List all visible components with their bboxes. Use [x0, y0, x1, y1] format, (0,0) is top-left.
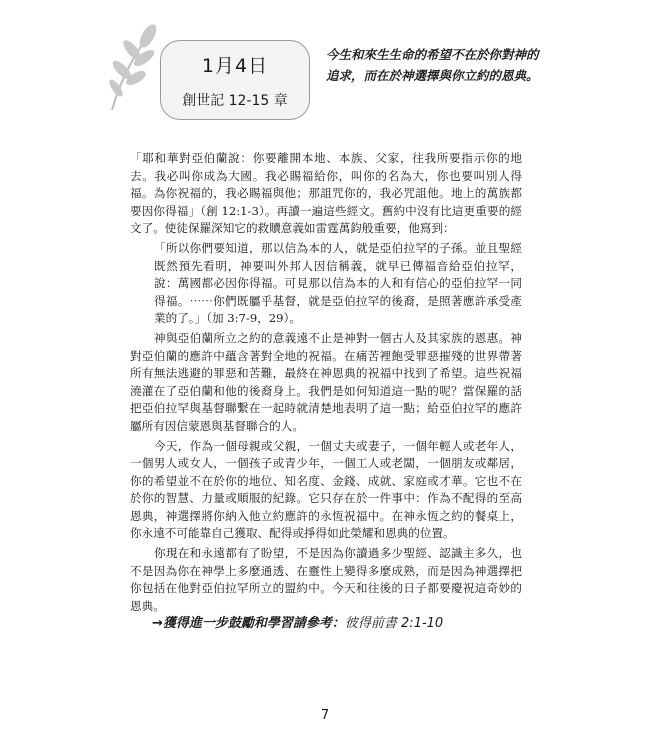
opening-paragraph — [130, 150, 522, 238]
page-number: 7 — [320, 708, 330, 723]
galatians-reference: （加 3:7-9，29）。 — [206, 311, 301, 326]
date-card — [160, 40, 310, 120]
further-reading-label: →獲得進一步鼓勵和學習請參考： — [152, 616, 345, 631]
further-reading-ref: 彼得前書 2:1-10 — [344, 616, 444, 631]
scripture-quote-galatians: 「所以你們要知道，那以信為本的人，就是亞伯拉罕的子孫。並且聖經既然預先看明，神要叫外邦人因信稱義，就早已傳福音給亞伯拉罕，說：萬國都必因你得福。可見那以信為本的人和有信心的亞伯拉罕一同得福。⋯⋯你們既屬乎基督，就是亞伯拉罕的後裔，是照著應許承受產業的了。」 — [154, 240, 522, 326]
further-reading — [152, 612, 552, 631]
paragraph-today: 今天，作為一個母親或父親，一個丈夫或妻子，一個年輕人或老年人，一個男人或女人，一個孩子或青少年，一個工人或老闆，一個朋友或鄰居，你的希望並不在於你的地位、知名度、金錢、成就、家庭或才華。它也不在於你的智慧、力量或順服的紀錄。它只存在於一件事中：作為不配得的至高恩典，神選擇將你納入他立約應許的永恆祝福中。在神永恆之約的餐桌上，你永遠不可能靠自己獲取、配得或掙得如此榮耀和恩典的位置。 — [130, 438, 522, 541]
paragraph-covenant: 神與亞伯蘭所立之約的意義遠不止是神對一個古人及其家族的恩惠。神對亞伯蘭的應許中蘊含著對全地的祝福。在痛苦裡飽受罪惡摧殘的世界帶著所有無法逃避的罪惡和苦難，最終在神恩典的祝福中找到了希望。這些祝福澆灌在了亞伯蘭和他的後裔身上。我們是如何知道這一點的呢？當保羅的話把亞伯拉罕與基督聯繫在一起時就清楚地表明了這一點；給亞伯拉罕的應許屬所有因信蒙恩與基督聯合的人。 — [130, 330, 522, 433]
devotion-date: 1月4日 — [201, 55, 269, 77]
theme-statement: 今生和來生生命的希望不在於你對神的追求，而在於神選擇與你立約的恩典。 — [326, 47, 539, 83]
paragraph-hope: 你現在和永遠都有了盼望，不是因為你讀過多少聖經、認識主多久，也不是因為你在神學上多麼通透、在靈性上變得多麼成熟，而是因為神選擇把你包括在他對亞伯拉罕所立的盟約中。今天和往後的日子都要慶祝這奇妙的恩典。 — [130, 546, 522, 613]
reading-reference: 創世記 12-15 章 — [182, 93, 288, 109]
scripture-quote-genesis: 「耶和華對亞伯蘭說：你要離開本地、本族、父家，往我所要指示你的地去。我必叫你成為大國。我必賜福給你，叫你的名為大，你也要叫別人得福。為你祝福的，我必賜福與他；那詛咒你的，我必咒詛他。地上的萬族都要因你得福」 — [130, 151, 522, 218]
galatians-quote-block — [130, 240, 522, 328]
after-quote-text: （創 12:1-3）。再讀一遍這些經文。舊約中沒有比這更重要的經文了。使徒保羅深知它的救贖意義如雷霆萬鈞般重要，他寫到： — [130, 203, 522, 236]
devotion-body — [130, 148, 522, 615]
